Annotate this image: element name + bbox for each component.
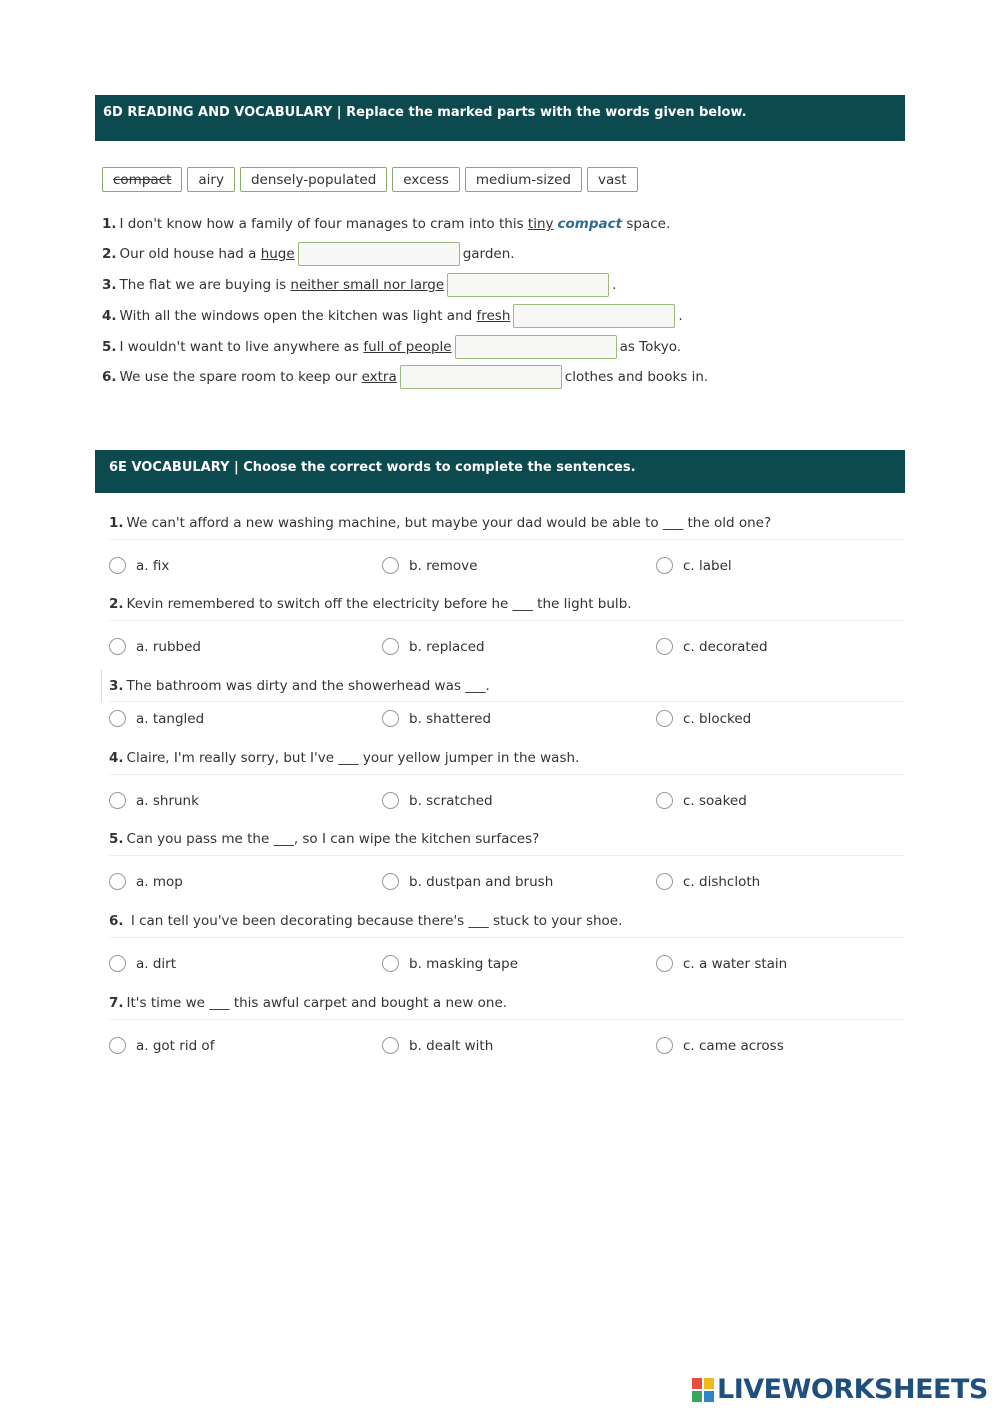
divider: [109, 855, 905, 856]
fill-item-1: [102, 211, 670, 237]
word-chip: excess: [392, 167, 460, 192]
radio-button[interactable]: [109, 955, 126, 972]
radio-button[interactable]: [382, 710, 399, 727]
option-label: b. shattered: [409, 710, 492, 727]
radio-button[interactable]: [382, 873, 399, 890]
option-label: c. came across: [683, 1037, 784, 1054]
item-number: 3.: [102, 277, 117, 293]
word-bank: [102, 167, 638, 192]
option-label: a. shrunk: [136, 792, 199, 809]
fill-item-6: [102, 364, 708, 390]
answer-input[interactable]: [513, 304, 675, 328]
option-label: b. masking tape: [409, 955, 519, 972]
item-number: 5.: [102, 339, 117, 355]
item-text-before: We use the spare room to keep our: [119, 369, 358, 385]
answer-text: compact: [557, 216, 623, 232]
question-text: The bathroom was dirty and the showerhead was ___.: [126, 678, 490, 694]
item-text-before: With all the windows open the kitchen was light and: [119, 308, 473, 324]
item-text-after: space.: [626, 216, 671, 232]
word-chip: medium-sized: [465, 167, 582, 192]
question-number: 3.: [109, 678, 124, 694]
option-label: c. blocked: [683, 710, 752, 727]
radio-button[interactable]: [382, 557, 399, 574]
option-c[interactable]: [656, 1037, 784, 1054]
liveworksheets-logo: [692, 1374, 988, 1405]
radio-button[interactable]: [109, 557, 126, 574]
item-text-before: Our old house had a: [119, 246, 257, 262]
radio-button[interactable]: [656, 638, 673, 655]
radio-button[interactable]: [382, 792, 399, 809]
question-number: 7.: [109, 995, 124, 1011]
radio-button[interactable]: [656, 710, 673, 727]
option-c[interactable]: [656, 710, 751, 727]
marked-phrase: huge: [260, 246, 295, 262]
option-a[interactable]: [109, 557, 169, 574]
item-text-before: I wouldn't want to live anywhere as: [119, 339, 360, 355]
section-banner-6d: [95, 95, 905, 141]
divider: [109, 774, 905, 775]
answer-input[interactable]: [455, 335, 617, 359]
option-label: a. got rid of: [136, 1037, 215, 1054]
item-text-after: .: [678, 308, 683, 324]
option-label: b. dustpan and brush: [409, 873, 554, 890]
option-label: a. fix: [136, 557, 170, 574]
radio-button[interactable]: [382, 638, 399, 655]
option-c[interactable]: [656, 792, 747, 809]
radio-button[interactable]: [656, 955, 673, 972]
question-7: [109, 995, 507, 1011]
question-6: [109, 913, 622, 929]
option-a[interactable]: [109, 638, 201, 655]
item-text-before: I don't know how a family of four manages to cram into this: [119, 216, 524, 232]
section-title: 6E VOCABULARY | Choose the correct words to complete the sentences.: [109, 460, 636, 475]
marked-phrase: fresh: [476, 308, 511, 324]
item-text-after: as Tokyo.: [619, 339, 682, 355]
question-number: 2.: [109, 596, 124, 612]
option-label: b. remove: [409, 557, 478, 574]
fill-item-3: [102, 272, 616, 298]
fill-item-5: [102, 334, 681, 360]
marked-phrase: neither small nor large: [290, 277, 445, 293]
option-label: c. soaked: [683, 792, 747, 809]
option-b[interactable]: [382, 710, 491, 727]
marked-phrase: extra: [361, 369, 397, 385]
radio-button[interactable]: [109, 710, 126, 727]
option-label: a. rubbed: [136, 638, 201, 655]
section-title: 6D READING AND VOCABULARY | Replace the marked parts with the words given below.: [103, 105, 747, 120]
radio-button[interactable]: [656, 873, 673, 890]
question-number: 4.: [109, 750, 124, 766]
item-number: 4.: [102, 308, 117, 324]
fill-item-2: [102, 241, 515, 267]
question-number: 1.: [109, 515, 124, 531]
option-label: b. replaced: [409, 638, 485, 655]
option-b[interactable]: [382, 873, 553, 890]
divider: [109, 701, 905, 702]
item-number: 6.: [102, 369, 117, 385]
option-c[interactable]: [656, 638, 768, 655]
radio-button[interactable]: [109, 638, 126, 655]
section-banner-6e: [95, 450, 905, 493]
word-chip: airy: [187, 167, 235, 192]
option-c[interactable]: [656, 557, 732, 574]
word-chip: compact: [102, 167, 182, 192]
option-c[interactable]: [656, 955, 787, 972]
option-a[interactable]: [109, 873, 183, 890]
option-b[interactable]: [382, 557, 477, 574]
option-b[interactable]: [382, 1037, 493, 1054]
marked-phrase: tiny: [527, 216, 554, 232]
radio-button[interactable]: [109, 1037, 126, 1054]
divider: [109, 1019, 905, 1020]
option-label: c. label: [683, 557, 732, 574]
item-text-after: garden.: [462, 246, 515, 262]
item-number: 1.: [102, 216, 117, 232]
logo-text: LIVEWORKSHEETS: [717, 1374, 988, 1405]
item-text-before: The flat we are buying is: [119, 277, 287, 293]
word-chip: vast: [587, 167, 638, 192]
question-text: I can tell you've been decorating because there's ___ stuck to your shoe.: [126, 913, 623, 929]
question-text: Kevin remembered to switch off the electricity before he ___ the light bulb.: [126, 596, 632, 612]
question-3: [109, 678, 490, 694]
option-b[interactable]: [382, 792, 493, 809]
option-label: a. mop: [136, 873, 183, 890]
option-b[interactable]: [382, 955, 518, 972]
question-text: Claire, I'm really sorry, but I've ___ your yellow jumper in the wash.: [126, 750, 580, 766]
radio-button[interactable]: [656, 557, 673, 574]
answer-input[interactable]: [400, 365, 562, 389]
question-text: We can't afford a new washing machine, but maybe your dad would be able to ___ the old one?: [126, 515, 772, 531]
option-c[interactable]: [656, 873, 760, 890]
question-1: [109, 515, 771, 531]
item-text-after: clothes and books in.: [564, 369, 709, 385]
question-number: 6.: [109, 913, 124, 929]
side-marker: [95, 670, 102, 702]
radio-button[interactable]: [656, 792, 673, 809]
option-a[interactable]: [109, 710, 204, 727]
option-label: a. dirt: [136, 955, 177, 972]
question-text: Can you pass me the ___, so I can wipe the kitchen surfaces?: [126, 831, 540, 847]
option-label: c. dishcloth: [683, 873, 761, 890]
question-4: [109, 750, 579, 766]
marked-phrase: full of people: [363, 339, 452, 355]
question-number: 5.: [109, 831, 124, 847]
item-text-after: .: [612, 277, 617, 293]
fill-item-4: [102, 303, 683, 329]
radio-button[interactable]: [382, 955, 399, 972]
question-2: [109, 596, 632, 612]
option-label: b. dealt with: [409, 1037, 494, 1054]
divider: [109, 937, 905, 938]
question-5: [109, 831, 539, 847]
option-label: b. scratched: [409, 792, 493, 809]
divider: [109, 539, 905, 540]
radio-button[interactable]: [656, 1037, 673, 1054]
radio-button[interactable]: [109, 873, 126, 890]
word-chip: densely-populated: [240, 167, 387, 192]
radio-button[interactable]: [109, 792, 126, 809]
question-text: It's time we ___ this awful carpet and bought a new one.: [126, 995, 508, 1011]
radio-button[interactable]: [382, 1037, 399, 1054]
option-label: a. tangled: [136, 710, 205, 727]
option-label: c. decorated: [683, 638, 768, 655]
option-a[interactable]: [109, 955, 176, 972]
answer-input[interactable]: [298, 242, 460, 266]
option-b[interactable]: [382, 638, 485, 655]
option-a[interactable]: [109, 1037, 214, 1054]
option-a[interactable]: [109, 792, 199, 809]
logo-mark-icon: [692, 1378, 714, 1402]
item-number: 2.: [102, 246, 117, 262]
divider: [109, 620, 905, 621]
answer-input[interactable]: [447, 273, 609, 297]
option-label: c. a water stain: [683, 955, 788, 972]
